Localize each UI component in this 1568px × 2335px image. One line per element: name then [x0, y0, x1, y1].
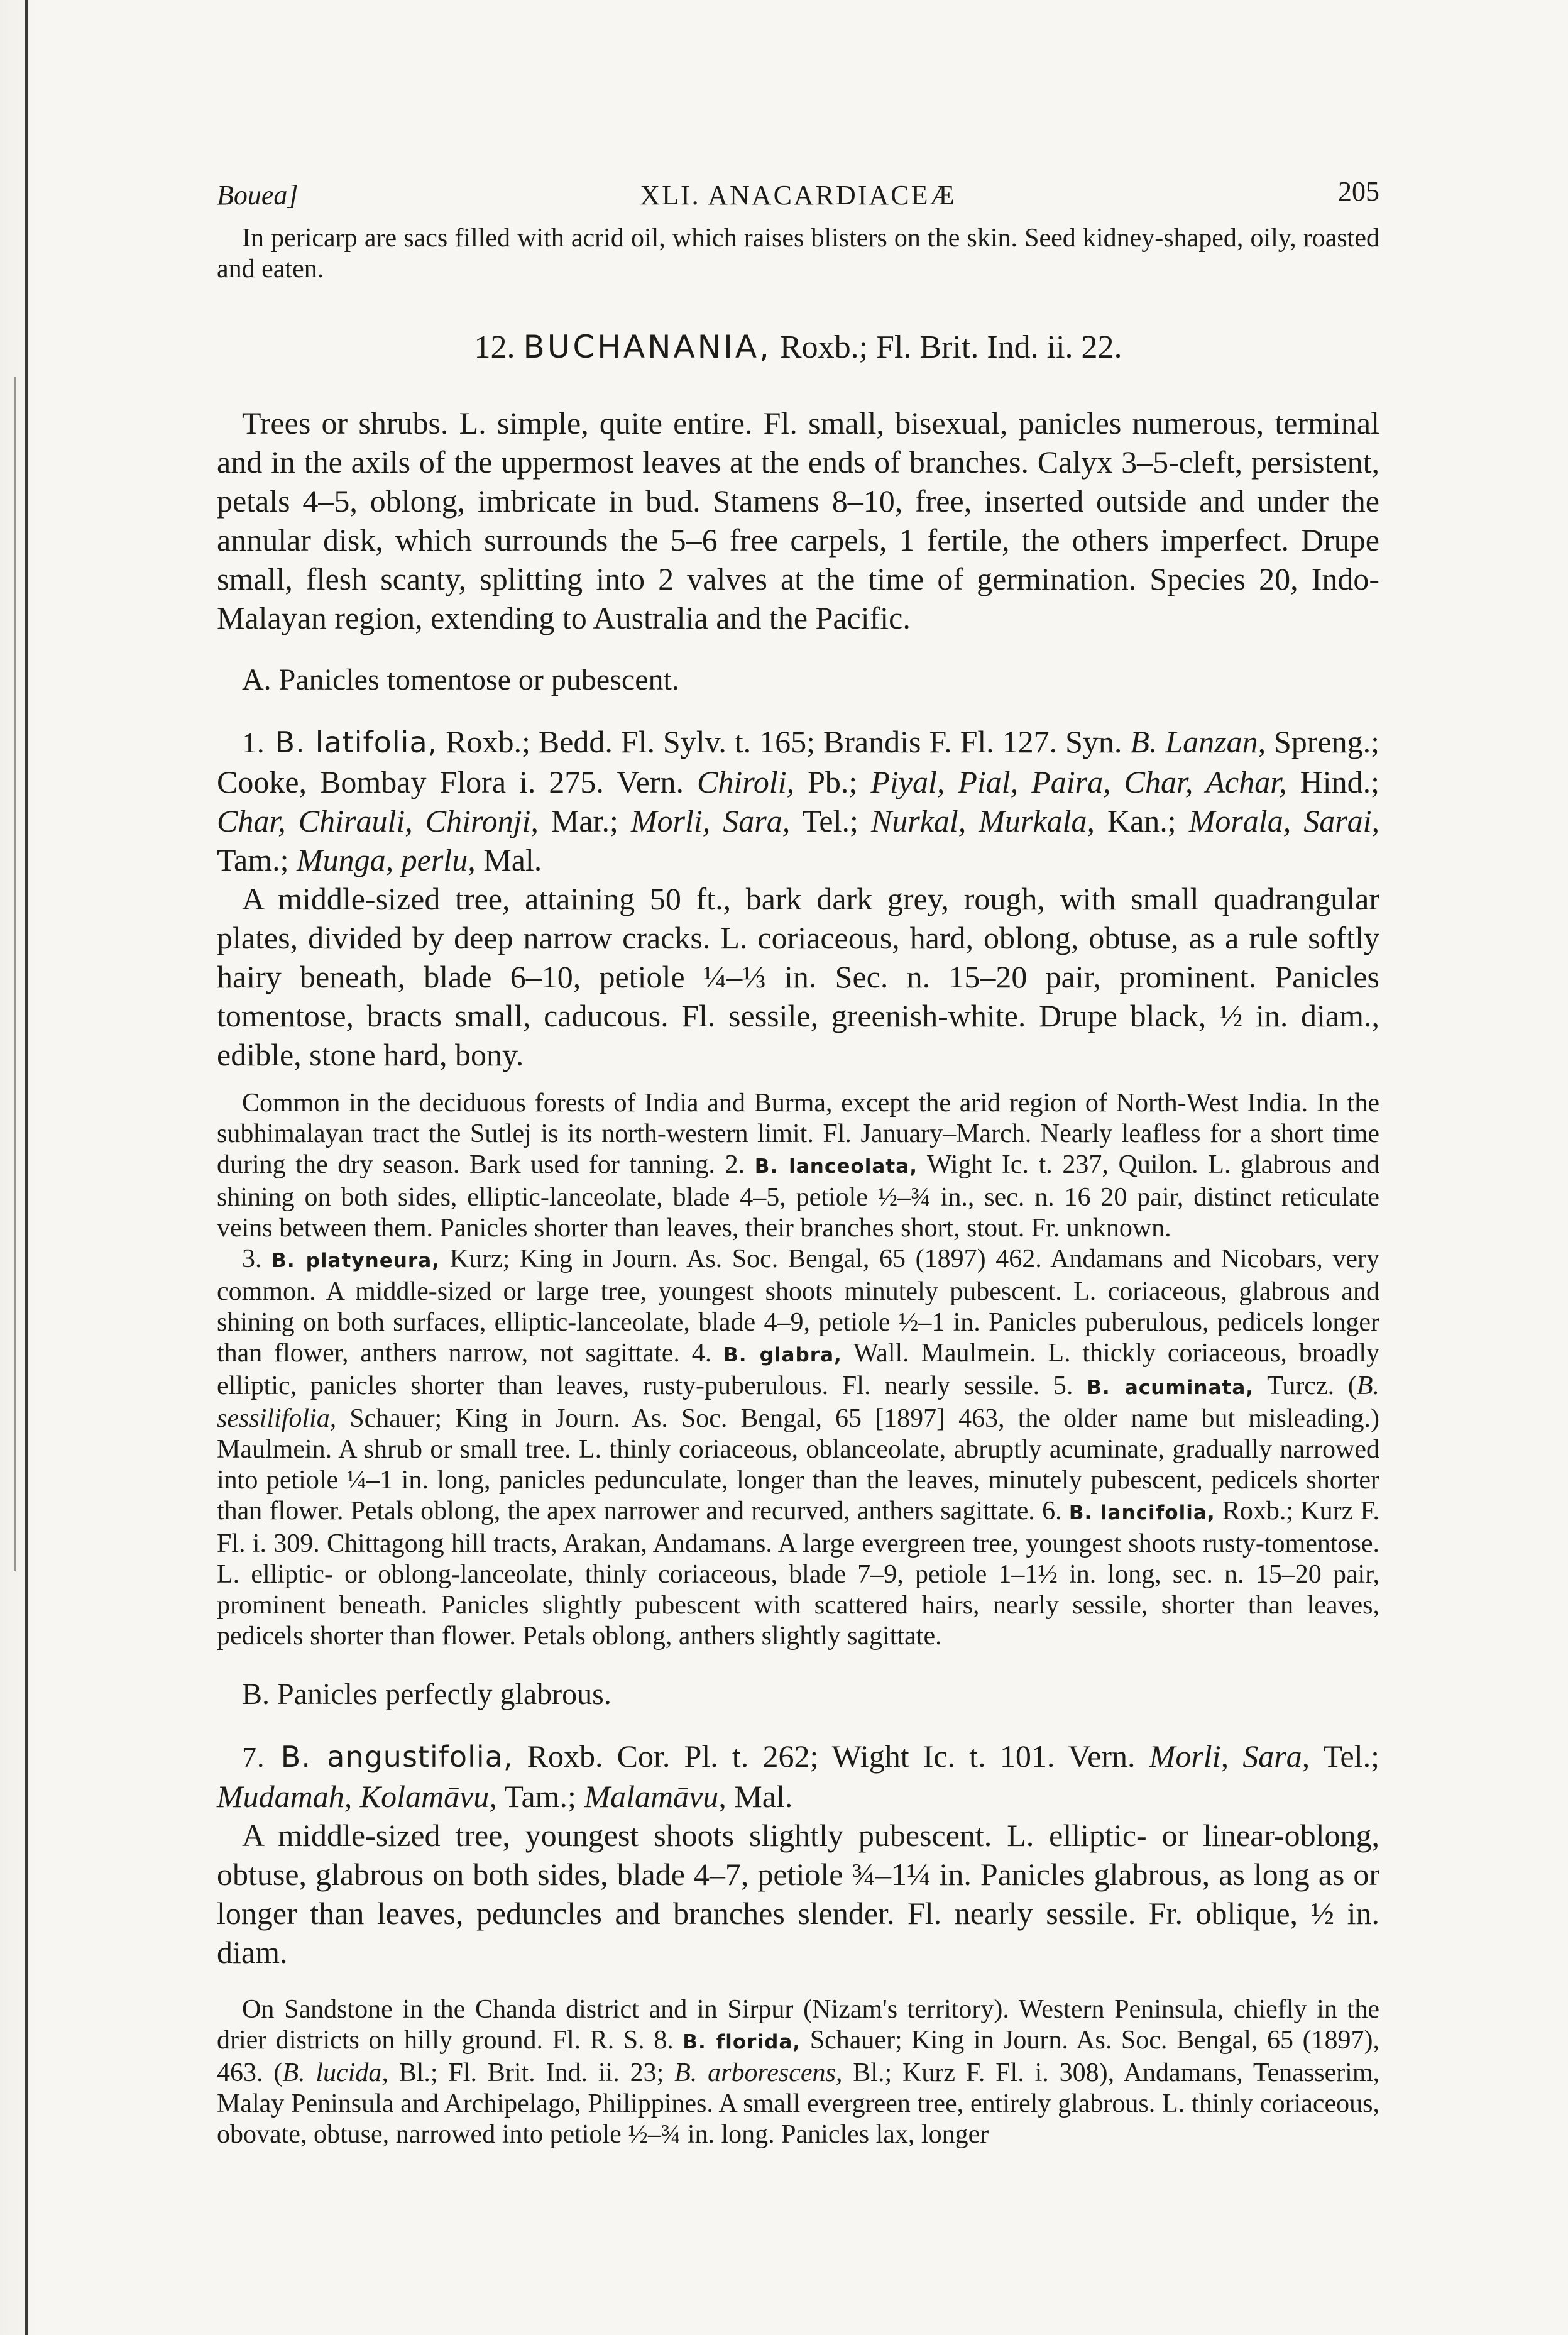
species-7-description: A middle-sized tree, youngest shoots slightly pubescent. L. elliptic- or linear-oblong, obtuse, glabrous on both sides, blade 4–7, petiole ¾–1¼ in. Panicles glabrous, as long as or longer than leaves, peduncles and branches slender. Fl. nearly sessile. Fr. oblique, ½ in. diam.: [217, 1818, 1379, 1970]
vernacular-name: Piyal, Pial, Paira, Char, Achar,: [870, 764, 1287, 799]
genus-number: 12.: [474, 329, 515, 365]
species-7-notes: On Sandstone in the Chanda district and in Sirpur (Nizam's territory). Western Peninsula, chiefly in the drier districts on hilly ground. Fl. R. S. 8. B. florida, Schauer; King in Journ. As. Soc. Bengal, 65 (1897), 463. (B. lucida, Bl.; Fl. Brit. Ind. ii. 23; B. arborescens, Bl.; Kurz F. Fl. i. 308), Andamans, Tenasserim, Malay Peninsula and Archipelago, Philippines. A small evergreen tree, entirely glabrous. L. thinly coriaceous, obovate, obtuse, narrowed into petiole ½–¾ in. long. Panicles lax, longer: [217, 1995, 1380, 2149]
species-name: B. lanceolata,: [754, 1155, 918, 1178]
species-name: B. platyneura,: [271, 1250, 441, 1272]
vernacular-name: Munga, perlu,: [297, 842, 476, 877]
genus-name: BUCHANANIA,: [523, 329, 772, 365]
vernacular-name: Malamāvu,: [584, 1779, 726, 1814]
species-7-name: 7. B. angustifolia,: [242, 1740, 513, 1774]
key-section-b: B. Panicles perfectly glabrous.: [242, 1678, 611, 1711]
species-name: B. florida,: [683, 2031, 801, 2053]
header-title: XLI. ANACARDIACEÆ: [640, 180, 957, 211]
species-1-refs: Roxb.; Bedd. Fl. Sylv. t. 165; Brandis F. Fl. 127. Syn.: [446, 724, 1122, 759]
species-name: B. lancifolia,: [1068, 1502, 1215, 1524]
vernacular-name: Morli, Sara,: [1149, 1739, 1310, 1774]
genus-description: Trees or shrubs. L. simple, quite entire. Fl. small, bisexual, panicles numerous, terminal and in the axils of the uppermost leaves at the ends of branches. Calyx 3–5-cleft, persistent, petals 4–5, oblong, imbricate in bud. Stamens 8–10, free, inserted outside and under the annular disk, which surrounds the 5–6 free carpels, 1 fertile, the others imperfect. Drupe small, flesh scanty, splitting into 2 valves at the time of germination. Species 20, Indo-Malayan region, extending to Australia and the Pacific.: [217, 405, 1379, 635]
vernacular-name: Mudamah, Kolamāvu,: [217, 1779, 497, 1814]
species-1-heading: 1. B. latifolia, Roxb.; Bedd. Fl. Sylv. t. 165; Brandis F. Fl. 127. Syn. B. Lanzan, Spreng.; Cooke, Bombay Flora i. 275. Vern. Chiroli, Pb.; Piyal, Pial, Paira, Char, Achar, Hind.; Char, Chirauli, Chironji, Mar.; Morli, Sara, Tel.; Nurkal, Murkala, Kan.; Morala, Sarai, Tam.; Munga, perlu, Mal.: [217, 724, 1380, 877]
species-7-heading: 7. B. angustifolia, Roxb. Cor. Pl. t. 262; Wight Ic. t. 101. Vern. Morli, Sara, Tel.; Mudamah, Kolamāvu, Tam.; Malamāvu, Mal.: [217, 1739, 1379, 1814]
intro-paragraph: In pericarp are sacs filled with acrid oil, which raises blisters on the skin. Seed kidney-shaped, oily, roasted and eaten.: [217, 224, 1379, 283]
species-1-synonym: B. Lanzan,: [1130, 724, 1266, 759]
species-1-notes: Common in the deciduous forests of India and Burma, except the arid region of North-West India. In the subhimalayan tract the Sutlej is its north-western limit. Fl. January–March. Nearly leafless for a short time during the dry season. Bark used for tanning. 2. B. lanceolata, Wight Ic. t. 237, Quilon. L. glabrous and shining on both sides, elliptic-lanceolate, blade 4–5, petiole ½–¾ in., sec. n. 16 20 pair, distinct reticulate veins between them. Panicles shorter than leaves, their branches short, stout. Fr. unknown.: [217, 1089, 1380, 1243]
vernacular-name: Nurkal, Murkala,: [870, 803, 1095, 838]
scan-margin: [0, 0, 39, 2335]
species-name: B. glabra,: [723, 1344, 842, 1366]
page: [217, 167, 1379, 2150]
vernacular-name: Char, Chirauli, Chironji,: [217, 803, 539, 838]
species-name: B. acuminata,: [1087, 1376, 1254, 1399]
page-number: 205: [1338, 176, 1379, 207]
vernacular-name: Morala, Sarai,: [1188, 803, 1380, 838]
vernacular-name: Morli, Sara,: [630, 803, 791, 838]
species-1-name: 1. B. latifolia,: [242, 725, 438, 759]
species-3-6-notes: 3. B. platyneura, Kurz; King in Journ. As. Soc. Bengal, 65 (1897) 462. Andamans and Nicobars, very common. A middle-sized or large tree, youngest shoots minutely pubescent. L. coriaceous, glabrous and shining on both surfaces, elliptic-lanceolate, blade 4–9, petiole ½–1 in. Panicles puberulous, pedicels longer than flower, anthers narrow, not sagittate. 4. B. glabra, Wall. Maulmein. L. thickly coriaceous, broadly elliptic, panicles shorter than leaves, rusty-puberulous. Fl. nearly sessile. 5. B. acuminata, Turcz. (B. sessilifolia, Schauer; King in Journ. As. Soc. Bengal, 65 [1897] 463, the older name but misleading.) Maulmein. A shrub or small tree. L. thinly coriaceous, oblanceolate, abruptly acuminate, gradually narrowed into petiole ¼–1 in. long, panicles pedunculate, longer than the leaves, minutely pubescent, pedicels shorter than flower. Petals oblong, the apex narrower and recurved, anthers sagittate. 6. B. lancifolia, Roxb.; Kurz F. Fl. i. 309. Chittagong hill tracts, Arakan, Andamans. A large evergreen tree, youngest shoots rusty-tomentose. L. elliptic- or oblong-lanceolate, thinly coriaceous, blade 7–9, petiole 1–1½ in. long, sec. n. 15–20 pair, prominent beneath. Panicles slightly pubescent with scattered hairs, nearly sessile, shorter than leaves, pedicels shorter than flower. Petals oblong, anthers slightly sagittate.: [217, 1244, 1380, 1651]
binding-edge-line: [14, 377, 16, 1571]
binding-edge-line: [25, 0, 28, 2335]
species-7-refs: Roxb. Cor. Pl. t. 262; Wight Ic. t. 101. Vern.: [527, 1739, 1136, 1774]
species-1-description: A middle-sized tree, attaining 50 ft., bark dark grey, rough, with small quadrangular plates, divided by deep narrow cracks. L. coriaceous, hard, oblong, obtuse, as a rule softly hairy beneath, blade 6–10, petiole ¼–⅓ in. Sec. n. 15–20 pair, prominent. Panicles tomentose, bracts small, caducous. Fl. sessile, greenish-white. Drupe black, ½ in. diam., edible, stone hard, bony.: [217, 881, 1379, 1072]
genus-authority: Roxb.; Fl. Brit. Ind. ii. 22.: [779, 329, 1122, 365]
running-header: [217, 167, 1379, 223]
vernacular-name: Chiroli,: [696, 764, 795, 799]
key-section-a: A. Panicles tomentose or pubescent.: [242, 663, 679, 696]
genus-heading: [217, 329, 1379, 366]
header-left: Bouea]: [217, 180, 299, 211]
